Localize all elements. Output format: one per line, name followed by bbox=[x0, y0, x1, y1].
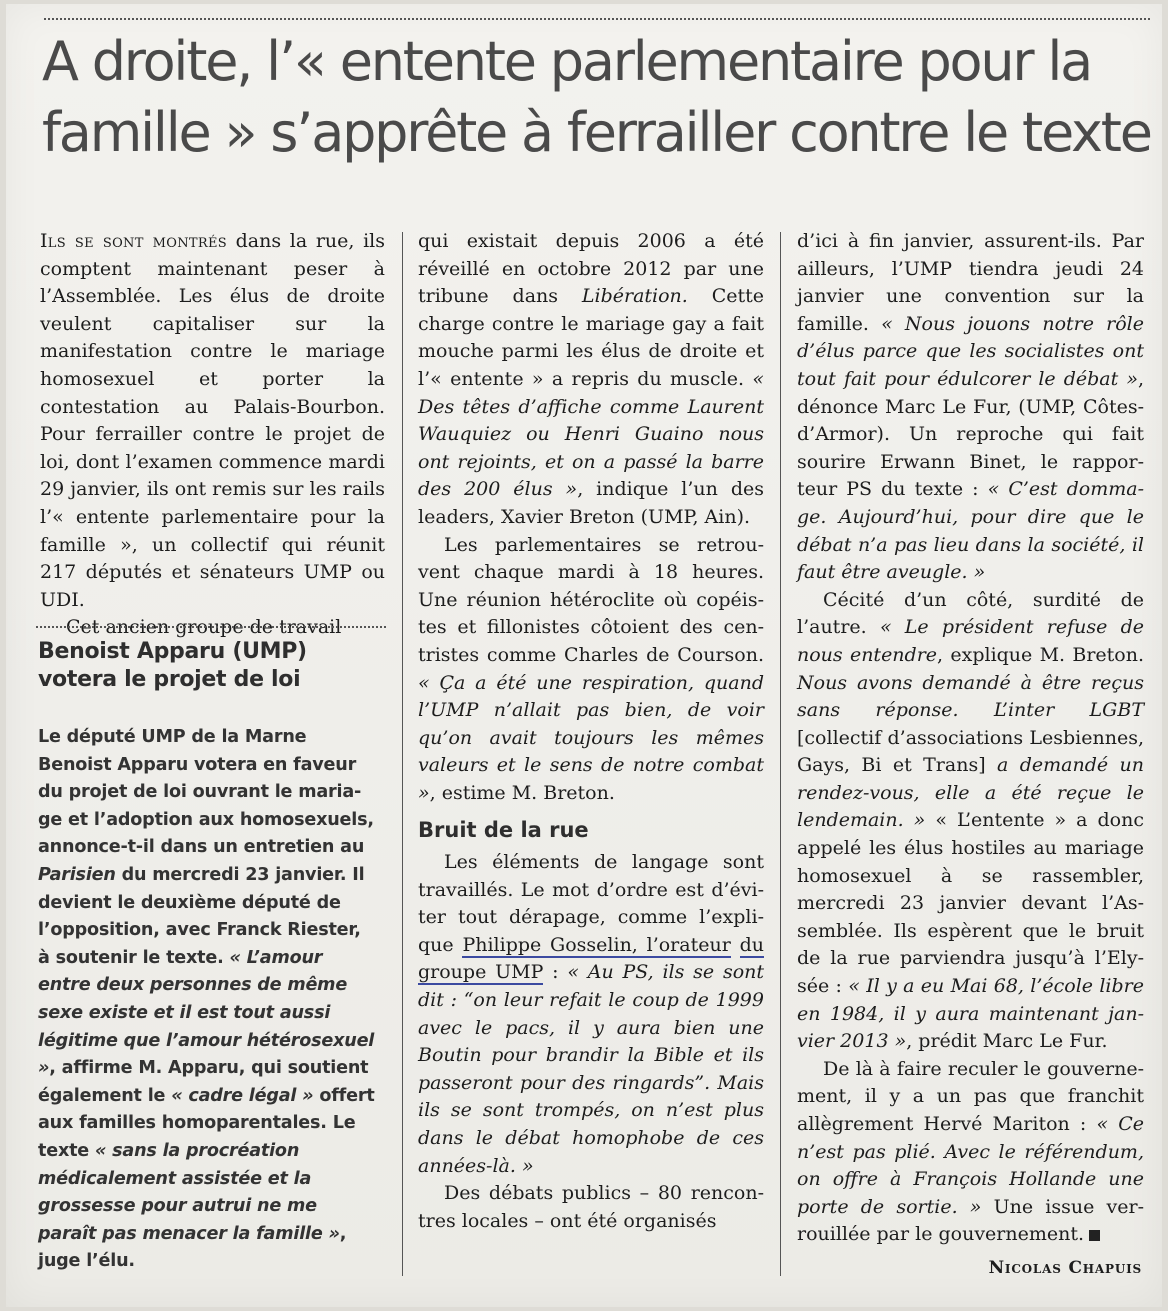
sidebar-box bbox=[38, 638, 378, 1276]
paragraph: d’ici à fin janvier, assurent-ils. Par ailleurs, l’UMP tiendra jeudi 24 janvier une convention sur la famille. « Nous jouons notre rôle d’élus parce que les socialistes ont tout fait pour édulcorer le débat », dénonce Marc Le Fur, (UMP, Côtes-d’Armor). Un reproche qui fait sourire Erwann Binet, le rapporteur PS du texte : « C’est dommage. Aujourd’hui, pour dire que le débat n’a pas lieu dans la société, il faut être aveugle. » bbox=[797, 230, 1145, 584]
column-2 bbox=[418, 228, 764, 1235]
lead-in: Ils se sont montrés bbox=[40, 230, 227, 252]
end-of-article-square-icon bbox=[1089, 1230, 1100, 1241]
paragraph: Ils se sont montrés dans la rue, ils comptent maintenant peser à l’Assemblée. Les élus de droite veulent capitaliser sur la manifestation contre le mariage homosexuel et porter la contestation au Palais-Bourbon. Pour ferrailler contre le projet de loi, dont l’examen commence mardi 29 janvier, ils ont remis sur les rails l’« entente parlementaire pour la famille », un collectif qui réunit 217 députés et sénateurs UMP ou UDI. bbox=[40, 230, 385, 611]
paragraph: qui existait depuis 2006 a été réveillé en octobre 2012 par une tribune dans Libération. Cette charge contre le mariage gay a fait mouche parmi les élus de droite et l’« entente » a repris du muscle. « Des têtes d’affiche comme Laurent Wauquiez ou Henri Guaino nous ont rejoints, et on a passé la barre des 200 élus », indique l’un des leaders, Xavier Breton (UMP, Ain). bbox=[418, 230, 765, 528]
author-signature: Nicolas Chapuis bbox=[988, 1258, 1142, 1278]
sidebar-text: Le député UMP de la Marne Benoist Apparu votera en faveur du projet de loi ouvrant le mariage et l’adoption aux homosexuels, annonce-t-il dans un entretien au Parisien du mercredi 23 janvier. Il devient le deuxième député de l’opposition, avec Franck Riester, à soutenir le texte. « L’amour entre deux personnes de même sexe existe et il est tout aussi légitime que l’amour hétérosexuel », affirme M. Apparu, qui soutient également le « cadre légal » offert aux familles homoparentales. Le texte « sans la procréation médicalement assistée et la grossesse pour autrui ne me paraît pas menacer la famille », juge l’élu. bbox=[38, 727, 375, 1272]
sidebar-dotted-rule bbox=[36, 626, 386, 628]
top-dotted-rule bbox=[44, 18, 1150, 20]
paragraph: Des débats publics – 80 rencontres locales – ont été organisés bbox=[418, 1182, 764, 1232]
paragraph: Cet ancien groupe de travail bbox=[66, 616, 342, 639]
column-divider bbox=[780, 232, 781, 1276]
section-subheading: Bruit de la rue bbox=[418, 818, 589, 843]
pen-underline: du groupe UMP bbox=[418, 933, 764, 984]
article-headline: A droite, l’« entente parlementaire pour la famille » s’apprête à ferrailler contre le texte bbox=[42, 30, 1151, 164]
sidebar-title: Benoist Apparu (UMP) votera le projet de loi bbox=[38, 639, 307, 692]
column-3 bbox=[797, 228, 1144, 1249]
column-divider bbox=[402, 232, 403, 1276]
pen-underline: Philippe Gosselin, l’orateur bbox=[462, 933, 731, 956]
paragraph: Cécité d’un côté, surdité de l’autre. « Le président refuse de nous entendre, explique M. Breton. Nous avons demandé à être reçus sans réponse. L’inter LGBT [collectif d’associations Lesbiennes, Gays, Bi et Trans] a demandé un rendez-vous, elle a été reçue le lendemain. » « L’entente » a donc appelé les élus hostiles au mariage homosexuel à se rassembler, mercredi 23 janvier devant l’Assemblée. Ils espèrent que le bruit de la rue parviendra jusqu’à l’Elysée : « Il y a eu Mai 68, l’école libre en 1984, il y aura maintenant janvier 2013 », prédit Marc Le Fur. bbox=[797, 588, 1145, 1053]
paragraph: Les éléments de langage sont travaillés. Le mot d’ordre est d’éviter tout dérapage, comme l’explique Philippe Gosselin, l’orateur du groupe UMP : « Au PS, ils se sont dit : “on leur refait le coup de 1999 avec le pacs, il y aura bien une Boutin pour brandir la Bible et ils passeront pour des ringards”. Mais ils se sont trompés, on n’est plus dans le débat homophobe de ces années-là. » bbox=[418, 851, 765, 1177]
paragraph: Les parlementaires se retrouvent chaque mardi à 18 heures. Une réunion hétéroclite où copéistes et fillonistes côtoient des centristes comme Charles de Courson. « Ça a été une respiration, quand l’UMP n’allait pas bien, de voir qu’on avait toujours les mêmes valeurs et le sens de notre combat », estime M. Breton. bbox=[418, 533, 764, 804]
paragraph: De là à faire reculer le gouvernement, il y a un pas que franchit allègrement Hervé Mariton : « Ce n’est pas plié. Avec le référendum, on offre à François Hollande une porte de sortie. » Une issue verrouillée par le gouvernement. bbox=[797, 1057, 1145, 1246]
column-1 bbox=[40, 228, 385, 642]
